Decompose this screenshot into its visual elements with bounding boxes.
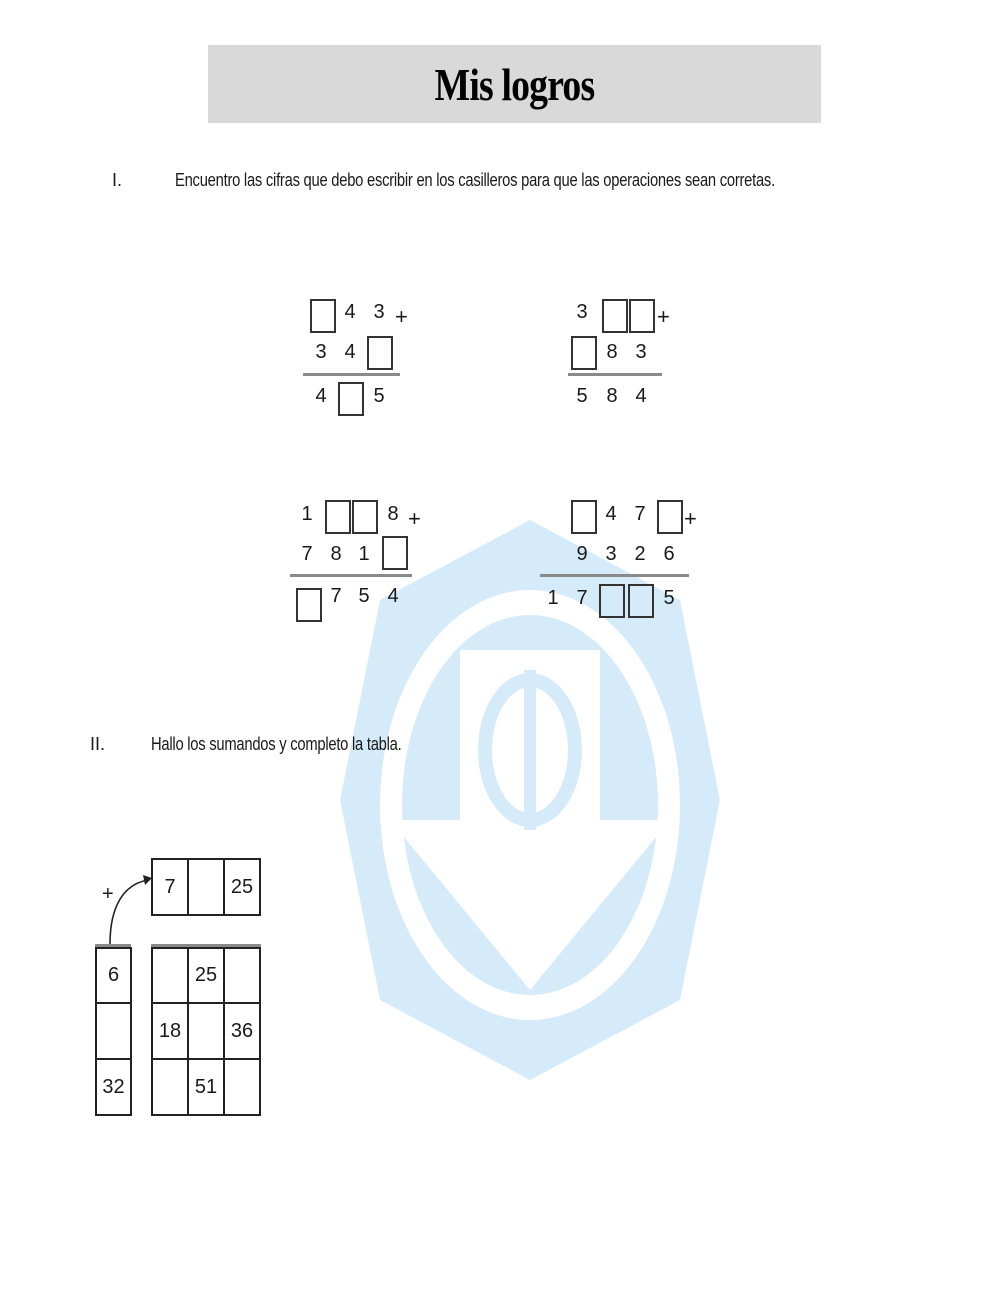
digit: 6 bbox=[663, 542, 675, 565]
digit: 3 bbox=[605, 542, 617, 565]
answer-box[interactable] bbox=[352, 500, 378, 534]
answer-box[interactable] bbox=[657, 500, 683, 534]
digit: 4 bbox=[344, 340, 356, 363]
digit: 4 bbox=[387, 584, 399, 607]
answer-box[interactable] bbox=[367, 336, 393, 370]
digit: 7 bbox=[576, 586, 588, 609]
answer-box[interactable] bbox=[296, 588, 322, 622]
table-side-cell[interactable]: 6 bbox=[95, 947, 132, 1004]
table-body-cell[interactable]: 36 bbox=[223, 1002, 261, 1060]
digit: 8 bbox=[330, 542, 342, 565]
digit: 5 bbox=[576, 384, 588, 407]
answer-box[interactable] bbox=[310, 299, 336, 333]
digit: 5 bbox=[663, 586, 675, 609]
section-2-number: II. bbox=[90, 734, 106, 754]
answer-box[interactable] bbox=[628, 584, 654, 618]
digit: 7 bbox=[301, 542, 313, 565]
plus-sign: + bbox=[408, 506, 421, 531]
digit: 4 bbox=[605, 502, 617, 525]
answer-box[interactable] bbox=[571, 336, 597, 370]
digit: 8 bbox=[606, 340, 618, 363]
digit: 4 bbox=[344, 300, 356, 323]
digit: 3 bbox=[373, 300, 385, 323]
table-body-cell[interactable] bbox=[151, 947, 189, 1004]
digit: 8 bbox=[387, 502, 399, 525]
table-body-cell[interactable] bbox=[223, 947, 261, 1004]
plus-sign: + bbox=[657, 304, 670, 329]
sum-line bbox=[290, 574, 412, 577]
section-1-instruction: Encuentro las cifras que debo escribir en los casilleros para que las operaciones sean corretas. bbox=[175, 170, 775, 190]
section-2-instruction: Hallo los sumandos y completo la tabla. bbox=[151, 734, 402, 754]
table-header-cell[interactable] bbox=[187, 858, 225, 916]
table-side-cell[interactable] bbox=[95, 1002, 132, 1060]
sum-line bbox=[540, 574, 689, 577]
table-body-cell[interactable]: 51 bbox=[187, 1058, 225, 1116]
digit: 5 bbox=[358, 584, 370, 607]
table-body-cell[interactable]: 18 bbox=[151, 1002, 189, 1060]
plus-sign: + bbox=[395, 304, 408, 329]
digit: 1 bbox=[358, 542, 370, 565]
curved-arrow-icon bbox=[104, 866, 156, 946]
section-1-number: I. bbox=[112, 170, 123, 190]
table-body-cell[interactable]: 25 bbox=[187, 947, 225, 1004]
table-body-cell[interactable] bbox=[151, 1058, 189, 1116]
answer-box[interactable] bbox=[338, 382, 364, 416]
plus-sign: + bbox=[684, 506, 697, 531]
digit: 3 bbox=[315, 340, 327, 363]
digit: 3 bbox=[576, 300, 588, 323]
digit: 5 bbox=[373, 384, 385, 407]
table-header-cell[interactable]: 25 bbox=[223, 858, 261, 916]
digit: 2 bbox=[634, 542, 646, 565]
answer-box[interactable] bbox=[382, 536, 408, 570]
answer-box[interactable] bbox=[602, 299, 628, 333]
title-banner bbox=[208, 45, 821, 123]
answer-box[interactable] bbox=[571, 500, 597, 534]
digit: 8 bbox=[606, 384, 618, 407]
digit: 9 bbox=[576, 542, 588, 565]
sum-line bbox=[568, 373, 662, 376]
digit: 4 bbox=[635, 384, 647, 407]
digit: 4 bbox=[315, 384, 327, 407]
table-body-cell[interactable] bbox=[223, 1058, 261, 1116]
digit: 3 bbox=[635, 340, 647, 363]
digit: 1 bbox=[547, 586, 559, 609]
sum-line bbox=[303, 373, 400, 376]
digit: 7 bbox=[330, 584, 342, 607]
answer-box[interactable] bbox=[599, 584, 625, 618]
table-side-cell[interactable]: 32 bbox=[95, 1058, 132, 1116]
plus-sign: + bbox=[102, 883, 114, 905]
digit: 7 bbox=[634, 502, 646, 525]
answer-box[interactable] bbox=[629, 299, 655, 333]
table-body-cell[interactable] bbox=[187, 1002, 225, 1060]
table-header-cell[interactable]: 7 bbox=[151, 858, 189, 916]
answer-box[interactable] bbox=[325, 500, 351, 534]
digit: 1 bbox=[301, 502, 313, 525]
page-title: Mis logros bbox=[434, 58, 595, 110]
